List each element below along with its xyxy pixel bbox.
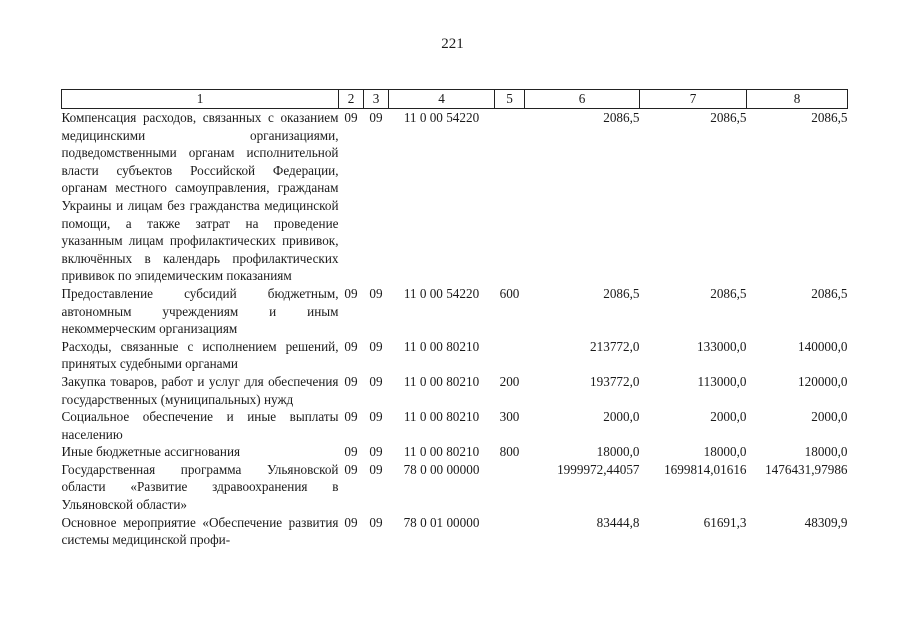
row-amount-year3: 140000,0 bbox=[798, 338, 848, 354]
row-amount-year3: 48309,9 bbox=[804, 514, 848, 530]
row-target-code: 78 0 00 00000 bbox=[403, 461, 480, 477]
table-row bbox=[62, 514, 848, 549]
row-target-code: 11 0 00 54220 bbox=[403, 110, 480, 125]
page-number: 221 bbox=[441, 36, 464, 52]
row-name: Государственная программа Ульяновской области «Развитие здравоохранения в Ульяновской области» bbox=[61, 461, 339, 513]
row-amount-year3: 18000,0 bbox=[804, 444, 848, 460]
header-col-7: 7 bbox=[640, 90, 747, 109]
row-target-code: 78 0 01 00000 bbox=[403, 514, 480, 530]
row-amount-year3: 2086,5 bbox=[811, 285, 848, 301]
row-amount-year1: 1999972,44057 bbox=[557, 461, 640, 477]
row-amount-year1: 2000,0 bbox=[603, 409, 640, 425]
header-col-4: 4 bbox=[389, 90, 495, 109]
row-name: Социальное обеспечение и иные выплаты населению bbox=[61, 409, 339, 442]
row-subsection: 09 bbox=[369, 373, 383, 389]
row-amount-year3: 1476431,97986 bbox=[765, 461, 848, 477]
row-subsection: 09 bbox=[369, 409, 383, 425]
header-col-1: 1 bbox=[62, 90, 339, 109]
row-section: 09 bbox=[344, 373, 358, 389]
table-row bbox=[62, 109, 848, 285]
row-name: Иные бюджетные ассигнования bbox=[61, 444, 241, 460]
row-section: 09 bbox=[344, 285, 358, 301]
table-row bbox=[62, 443, 848, 461]
header-row bbox=[62, 90, 848, 109]
row-amount-year2: 133000,0 bbox=[697, 338, 747, 354]
row-amount-year1: 193772,0 bbox=[590, 373, 640, 389]
row-expense-type: 200 bbox=[499, 373, 520, 389]
row-expense-type bbox=[495, 461, 525, 514]
row-expense-type: 800 bbox=[499, 444, 520, 460]
row-expense-type bbox=[495, 338, 525, 373]
row-amount-year2: 2000,0 bbox=[710, 409, 747, 425]
row-expense-type bbox=[495, 514, 525, 549]
table-row bbox=[62, 285, 848, 338]
row-target-code: 11 0 00 80210 bbox=[403, 373, 480, 389]
row-name: Расходы, связанные с исполнением решений, принятых судебными органами bbox=[61, 338, 339, 372]
row-amount-year1: 2086,5 bbox=[603, 110, 640, 125]
row-target-code: 11 0 00 80210 bbox=[403, 444, 480, 460]
row-section: 09 bbox=[344, 461, 358, 477]
row-amount-year1: 213772,0 bbox=[590, 338, 640, 354]
row-subsection: 09 bbox=[369, 110, 383, 125]
row-section: 09 bbox=[344, 444, 358, 460]
row-expense-type: 600 bbox=[499, 285, 520, 301]
row-target-code: 11 0 00 80210 bbox=[403, 409, 480, 425]
row-section: 09 bbox=[344, 110, 358, 125]
row-name: Предоставление субсидий бюджетным, автономным учреждениям и иным некоммерческим организациям bbox=[61, 285, 339, 337]
header-col-6: 6 bbox=[525, 90, 640, 109]
header-col-5: 5 bbox=[495, 90, 525, 109]
row-amount-year2: 1699814,01616 bbox=[664, 461, 747, 477]
header-col-2: 2 bbox=[339, 90, 364, 109]
row-amount-year3: 2000,0 bbox=[811, 409, 848, 425]
row-section: 09 bbox=[344, 338, 358, 354]
header-col-8: 8 bbox=[747, 90, 848, 109]
row-target-code: 11 0 00 80210 bbox=[403, 338, 480, 354]
row-target-code: 11 0 00 54220 bbox=[403, 285, 480, 301]
row-expense-type bbox=[495, 109, 525, 285]
row-expense-type: 300 bbox=[499, 409, 520, 425]
table-row bbox=[62, 461, 848, 514]
row-amount-year1: 2086,5 bbox=[603, 285, 640, 301]
row-amount-year3: 120000,0 bbox=[798, 373, 848, 389]
row-subsection: 09 bbox=[369, 461, 383, 477]
row-section: 09 bbox=[344, 409, 358, 425]
row-amount-year2: 18000,0 bbox=[703, 444, 747, 460]
row-name: Основное мероприятие «Обеспечение развития системы медицинской профи- bbox=[61, 514, 339, 548]
row-subsection: 09 bbox=[369, 514, 383, 530]
header-col-3: 3 bbox=[364, 90, 389, 109]
row-section: 09 bbox=[344, 514, 358, 530]
row-amount-year3: 2086,5 bbox=[811, 110, 848, 125]
table-row bbox=[62, 373, 848, 408]
budget-table bbox=[61, 89, 848, 549]
row-subsection: 09 bbox=[369, 285, 383, 301]
table-row bbox=[62, 338, 848, 373]
row-amount-year2: 113000,0 bbox=[697, 373, 747, 389]
row-amount-year2: 2086,5 bbox=[710, 110, 747, 125]
row-subsection: 09 bbox=[369, 338, 383, 354]
row-amount-year2: 61691,3 bbox=[703, 514, 747, 530]
row-subsection: 09 bbox=[369, 444, 383, 460]
row-name: Компенсация расходов, связанных с оказанием медицинскими организациями, подведомственными органам исполнительной власти субъектов Российской Федерации, органам местного самоуправления, гражданам Украины и лицам без гражданства медицинской помощи, а также затрат на проведение указанным лицам профилактических прививок, включённых в календарь профилактических прививок по эпидемическим показаниям bbox=[61, 110, 339, 284]
table-row bbox=[62, 408, 848, 443]
row-amount-year1: 18000,0 bbox=[596, 444, 640, 460]
row-name: Закупка товаров, работ и услуг для обеспечения государственных (муниципальных) нужд bbox=[61, 373, 339, 407]
row-amount-year1: 83444,8 bbox=[596, 514, 640, 530]
row-amount-year2: 2086,5 bbox=[710, 285, 747, 301]
